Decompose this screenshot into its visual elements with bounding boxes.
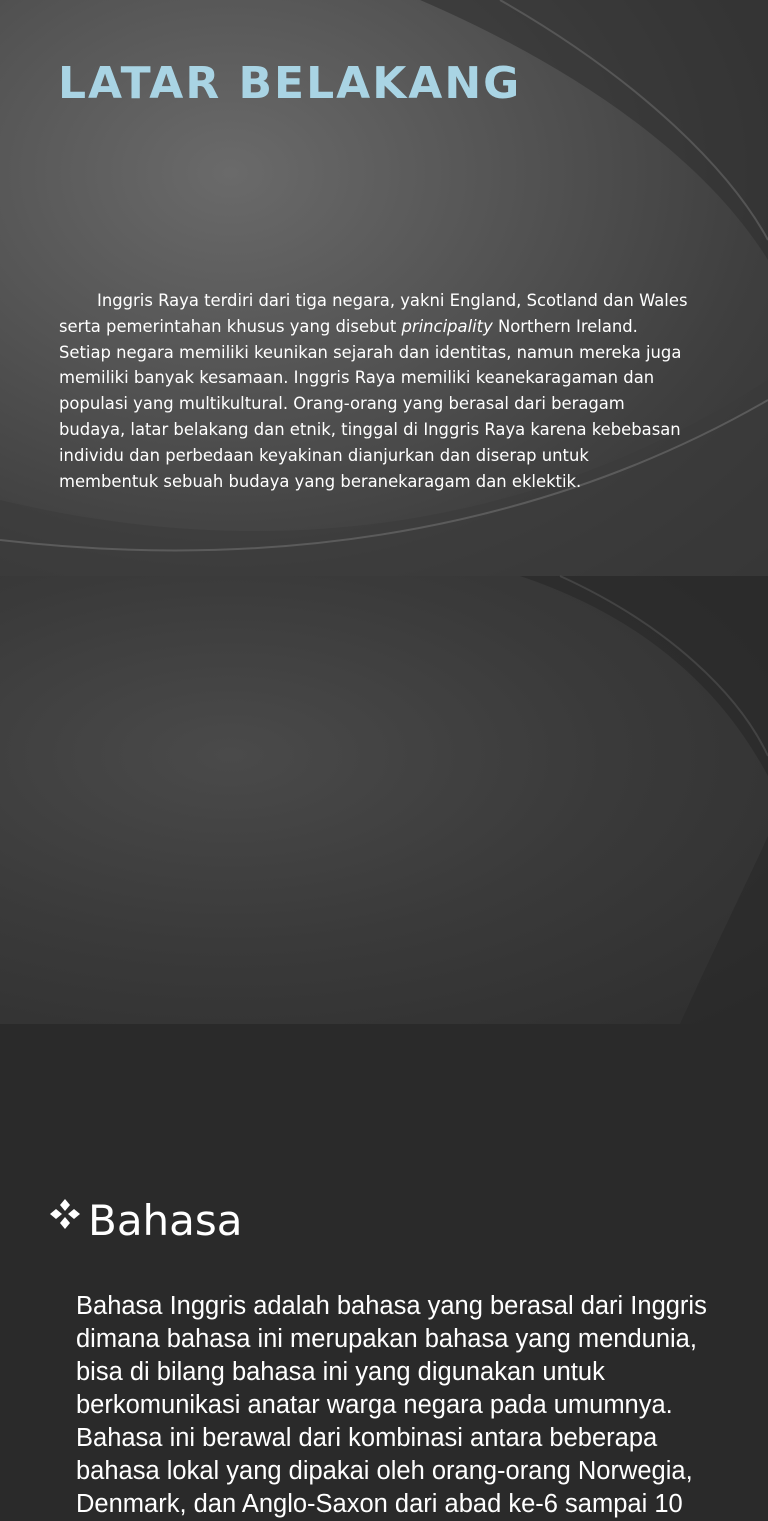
intro-paragraph bbox=[59, 288, 689, 494]
four-diamond-bullet-icon bbox=[48, 1197, 82, 1231]
background-swoosh bbox=[0, 576, 768, 1024]
paragraph-text-start: Inggris Raya terdiri dari tiga negara, yakni England, Scotland dan Wales serta pemerintahan khusus yang disebut bbox=[59, 291, 688, 336]
slide-bahasa bbox=[0, 576, 768, 1518]
section-heading-text: Bahasa bbox=[88, 1196, 243, 1245]
paragraph-text-end: Northern Ireland. Setiap negara memiliki keunikan sejarah dan identitas, namun mereka juga memiliki banyak kesamaan. Inggris Raya memiliki keanekaragaman dan populasi yang multikultural. Orang-orang yang berasal dari beragam budaya, latar belakang dan etnik, tinggal di Inggris Raya karena kebebasan individu dan perbedaan keyakinan dianjurkan dan diserap untuk membentuk sebuah budaya yang beranekaragam dan eklektik. bbox=[59, 316, 682, 491]
bahasa-paragraph: Bahasa Inggris adalah bahasa yang berasal dari Inggris dimana bahasa ini merupakan bahasa yang mendunia, bisa di bilang bahasa ini yang digunakan untuk berkomunikasi anatar warga negara pada umumnya. Bahasa ini berawal dari kombinasi antara beberapa bahasa lokal yang dipakai oleh orang-orang Norwegia, Denmark, dan Anglo-Saxon dari abad ke-6 sampai 10 bbox=[76, 1292, 707, 1518]
paragraph-italic-term: principality bbox=[401, 316, 493, 336]
section-heading bbox=[48, 1196, 243, 1246]
slide-title: LATAR BELAKANG bbox=[58, 58, 522, 109]
slide-latar-belakang bbox=[0, 0, 768, 576]
